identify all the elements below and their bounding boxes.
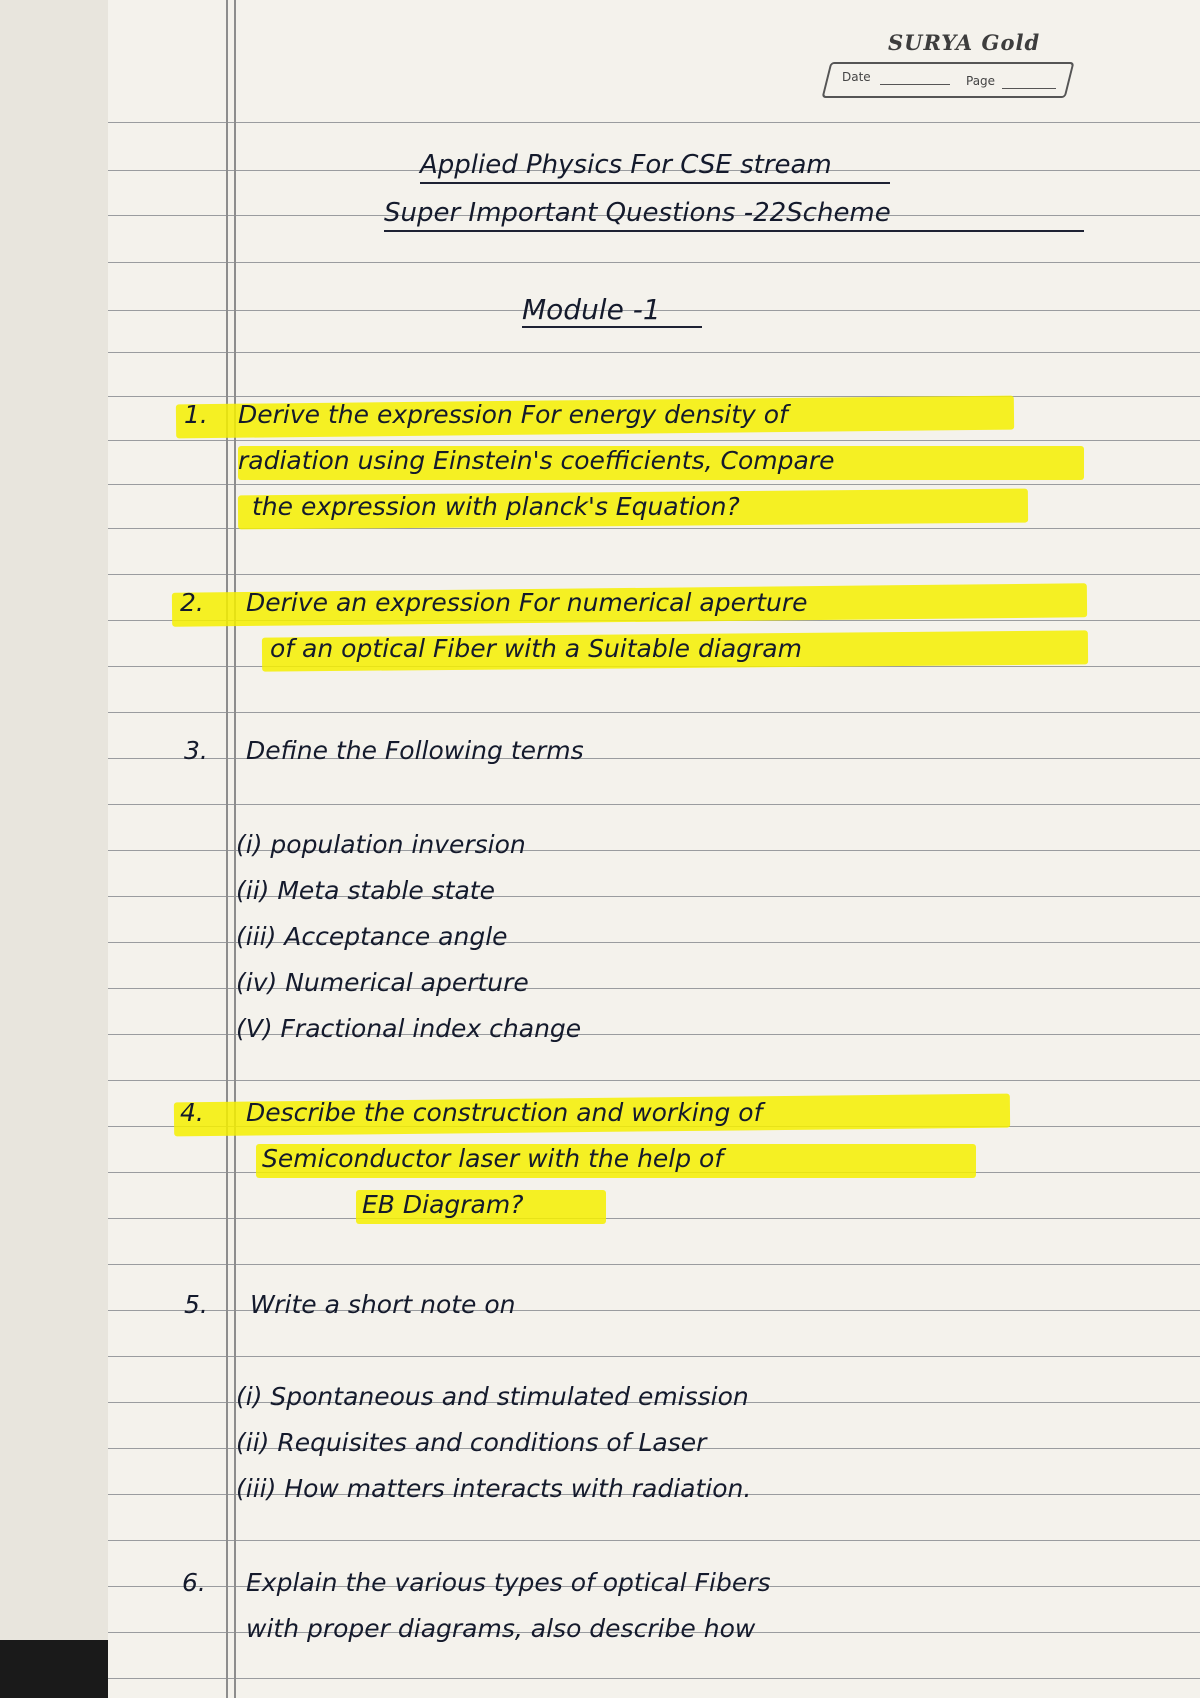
date-label: Date (842, 70, 871, 84)
question-5-line: Write a short note on (250, 1290, 516, 1319)
ruled-line (108, 1540, 1200, 1541)
question-4-line: EB Diagram? (362, 1190, 524, 1219)
question-4-line: Semiconductor laser with the help of (262, 1144, 724, 1173)
ruled-line (108, 122, 1200, 123)
ruled-line (108, 1218, 1200, 1219)
ruled-line (108, 574, 1200, 575)
notebook-edge (0, 0, 108, 1698)
page-shadow (0, 1640, 108, 1698)
subitem: (ii) Meta stable state (236, 876, 495, 905)
ruled-line (108, 1678, 1200, 1679)
title-line-2: Super Important Questions -22Scheme (384, 198, 891, 228)
ruled-line (108, 262, 1200, 263)
ruled-line (108, 712, 1200, 713)
ruled-line (108, 484, 1200, 485)
ruled-line (108, 1080, 1200, 1081)
question-number: 6. (182, 1568, 206, 1597)
question-number: 1. (184, 400, 208, 429)
question-number: 4. (180, 1098, 204, 1127)
ruled-line (108, 440, 1200, 441)
brand-logo: SURYA Gold (888, 30, 1041, 55)
question-number: 5. (184, 1290, 208, 1319)
question-4-line: Describe the construction and working of (246, 1098, 763, 1127)
ruled-line (108, 1356, 1200, 1357)
title-underline (420, 182, 890, 184)
question-6-line: with proper diagrams, also describe how (246, 1614, 756, 1643)
subitem: (i) Spontaneous and stimulated emission (236, 1382, 749, 1411)
question-2-line: of an optical Fiber with a Suitable diagram (270, 634, 802, 663)
ruled-line (108, 804, 1200, 805)
margin-line (226, 0, 228, 1698)
question-1-line: radiation using Einstein's coefficients, Compare (238, 446, 835, 475)
page-label: Page (966, 74, 996, 88)
ruled-line (108, 1264, 1200, 1265)
subitem: (V) Fractional index change (236, 1014, 582, 1043)
page-line (1002, 88, 1056, 89)
ruled-line (108, 396, 1200, 397)
subitem: (i) population inversion (236, 830, 526, 859)
question-number: 3. (184, 736, 208, 765)
module-underline (522, 326, 702, 328)
module-heading: Module -1 (522, 293, 661, 326)
subitem: (iii) Acceptance angle (236, 922, 508, 951)
title-line-1: Applied Physics For CSE stream (420, 150, 832, 180)
subitem: (ii) Requisites and conditions of Laser (236, 1428, 707, 1457)
title-underline (384, 230, 1084, 232)
question-2-line: Derive an expression For numerical aperture (246, 588, 808, 617)
question-3-line: Define the Following terms (246, 736, 584, 765)
subitem: (iii) How matters interacts with radiation. (236, 1474, 752, 1503)
question-1-line: Derive the expression For energy density of (238, 400, 788, 429)
question-6-line: Explain the various types of optical Fibers (246, 1568, 771, 1597)
question-1-line: the expression with planck's Equation? (252, 492, 740, 521)
subitem: (iv) Numerical aperture (236, 968, 529, 997)
date-line (880, 84, 950, 85)
question-number: 2. (180, 588, 204, 617)
ruled-line (108, 352, 1200, 353)
